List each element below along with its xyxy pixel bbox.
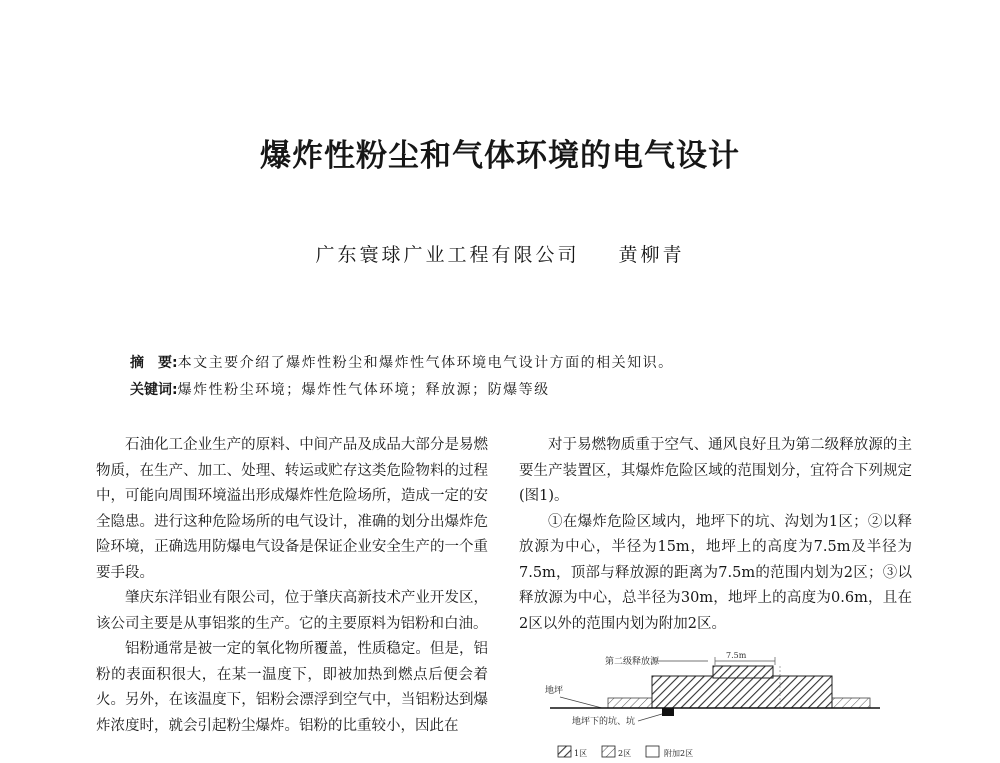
paragraph: 铝粉通常是被一定的氧化物所覆盖，性质稳定。但是，铝粉的表面积很大，在某一温度下，即被加热到燃点后便会着火。另外，在该温度下，铝粉会漂浮到空气中，当铝粉达到爆炸浓度时，就会引起粉尘爆炸。铝粉的比重较小，因此在 [96,641,488,734]
zone-2-lower [652,676,832,708]
right-column [519,433,912,637]
keywords-label: 关键词: [130,382,178,398]
paragraph: 石油化工企业生产的原料、中间产品及成品大部分是易燃物质，在生产、加工、处理、转运或贮存这类危险物料的过程中，可能向周围环境溢出形成爆炸性危险场所，造成一定的安全隐患。进行这种危险场所的电气设计，准确的划分出爆炸危险环境，正确选用防爆电气设备是保证企业安全生产的一个重要手段。 [96,437,488,581]
paragraph: ①在爆炸危险区域内，地坪下的坑、沟划为1区；②以释放源为中心，半径为15m，地坪上的高度为7.5m及半径为7.5m，顶部与释放源的距离为7.5m的范围内划为2区；③以释放源为中心，总半径为30m，地坪上的高度为0.6m，且在2区以外的范围内划为附加2区。 [519,513,912,632]
keywords-text: 爆炸性粉尘环境；爆炸性气体环境；释放源；防爆等级 [177,382,550,398]
figure-1 [530,646,910,759]
author-line [0,240,1000,267]
legend-swatch-zone-2 [602,746,615,757]
legend-label: 附加2区 [664,749,694,758]
affiliation: 广东寰球广业工程有限公司 [315,244,580,266]
legend-swatch-additional-zone-2 [646,746,659,757]
abstract-text: 本文主要介绍了爆炸性粉尘和爆炸性气体环境电气设计方面的相关知识。 [177,355,674,371]
zone-2-upper [713,666,773,678]
pit-label: 地坪下的坑、坑 [572,717,636,727]
hazard-zone-diagram [530,646,910,759]
author-name: 黄柳青 [618,244,685,266]
ground-label: 地坪 [545,686,564,696]
keywords [130,380,890,400]
legend-swatch-zone-1 [558,746,571,757]
paper-title: 爆炸性粉尘和气体环境的电气设计 [260,138,740,174]
paragraph: 对于易燃物质重于空气、通风良好且为第二级释放源的主要生产装置区，其爆炸危险区域的范围划分，宜符合下列规定(图1)。 [519,437,912,504]
dimension-label: 7.5m [726,651,747,660]
legend-label: 1区 [574,749,588,758]
zone-1-pit [662,708,674,716]
left-column [96,433,488,739]
leader-line [560,697,602,708]
abstract-label: 摘 要: [130,355,178,371]
release-source-label: 第二级释放源 [605,657,660,667]
paragraph: 肇庆东洋铝业有限公司，位于肇庆高新技术产业开发区，该公司主要是从事铝浆的生产。它的主要原料为铝粉和白油。 [96,590,488,632]
legend-label: 2区 [618,749,632,758]
abstract [130,353,890,373]
leader-line [638,714,662,721]
